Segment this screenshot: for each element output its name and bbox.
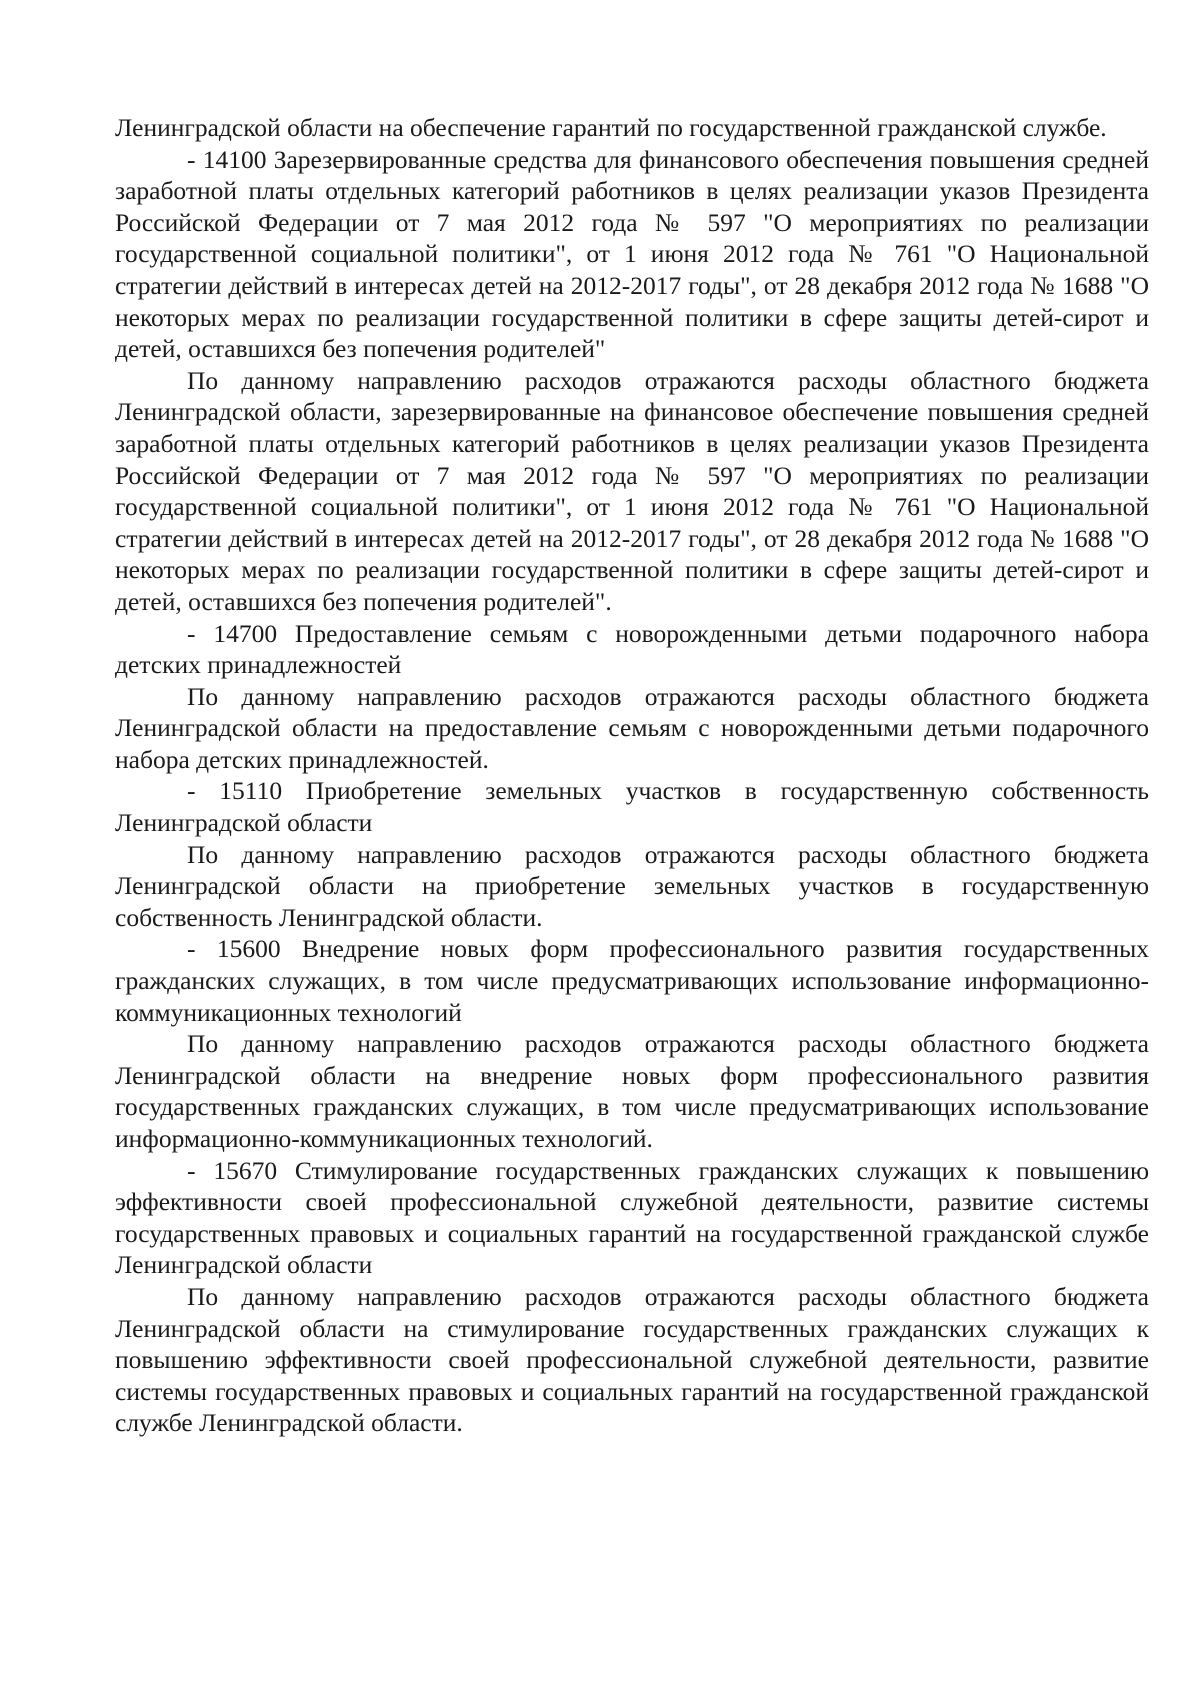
- expense-item-15670-heading: - 15670 Стимулирование государственных гражданских служащих к повышению эффективности своей профессиональной служебной деятельности, развитие системы государственных правовых и социальных гарантий на государственной гражданской службе Ленинградской области: [115, 1155, 1149, 1280]
- paragraph-continuation: Ленинградской области на обеспечение гарантий по государственной гражданской службе.: [115, 113, 1107, 142]
- expense-item-15110-heading: - 15110 Приобретение земельных участков в государственную собственность Ленинградской области: [115, 776, 1149, 838]
- expense-item-14700-heading: - 14700 Предоставление семьям с новорожденными детьми подарочного набора детских принадлежностей: [115, 618, 1149, 680]
- expense-item-14700-description: По данному направлению расходов отражаются расходы областного бюджета Ленинградской области на предоставление семьям с новорожденными детьми подарочного набора детских принадлежностей.: [115, 681, 1149, 774]
- expense-item-14100-description: По данному направлению расходов отражаются расходы областного бюджета Ленинградской области, зарезервированные на финансовое обеспечение повышения средней заработной платы отдельных категорий работников в целях реализации указов Президента Российской Федерации от 7 мая 2012 года № 597 "О мероприятиях по реализации государственной социальной политики", от 1 июня 2012 года № 761 "О Национальной стратегии действий в интересах детей на 2012-2017 годы", от 28 декабря 2012 года № 1688 "О некоторых мерах по реализации государственной политики в сфере защиты детей-сирот и детей, оставшихся без попечения родителей".: [115, 365, 1149, 616]
- expense-item-15110-description: По данному направлению расходов отражаются расходы областного бюджета Ленинградской области на приобретение земельных участков в государственную собственность Ленинградской области.: [115, 839, 1149, 932]
- expense-item-15600-description: По данному направлению расходов отражаются расходы областного бюджета Ленинградской области на внедрение новых форм профессионального развития государственных гражданских служащих, в том числе предусматривающих использование информационно-коммуникационных технологий.: [115, 1029, 1149, 1153]
- document-page: [115, 112, 1149, 1439]
- expense-item-15600-heading: - 15600 Внедрение новых форм профессионального развития государственных гражданских служащих, в том числе предусматривающих использование информационно-коммуникационных технологий: [115, 934, 1149, 1027]
- expense-item-15670-description: По данному направлению расходов отражаются расходы областного бюджета Ленинградской области на стимулирование государственных гражданских служащих к повышению эффективности своей профессиональной служебной деятельности, развитие системы государственных правовых и социальных гарантий на государственной гражданской службе Ленинградской области.: [115, 1281, 1149, 1438]
- expense-item-14100-heading: - 14100 Зарезервированные средства для финансового обеспечения повышения средней заработной платы отдельных категорий работников в целях реализации указов Президента Российской Федерации от 7 мая 2012 года № 597 "О мероприятиях по реализации государственной социальной политики", от 1 июня 2012 года № 761 "О Национальной стратегии действий в интересах детей на 2012-2017 годы", от 28 декабря 2012 года № 1688 "О некоторых мерах по реализации государственной политики в сфере защиты детей-сирот и детей, оставшихся без попечения родителей": [115, 144, 1149, 364]
